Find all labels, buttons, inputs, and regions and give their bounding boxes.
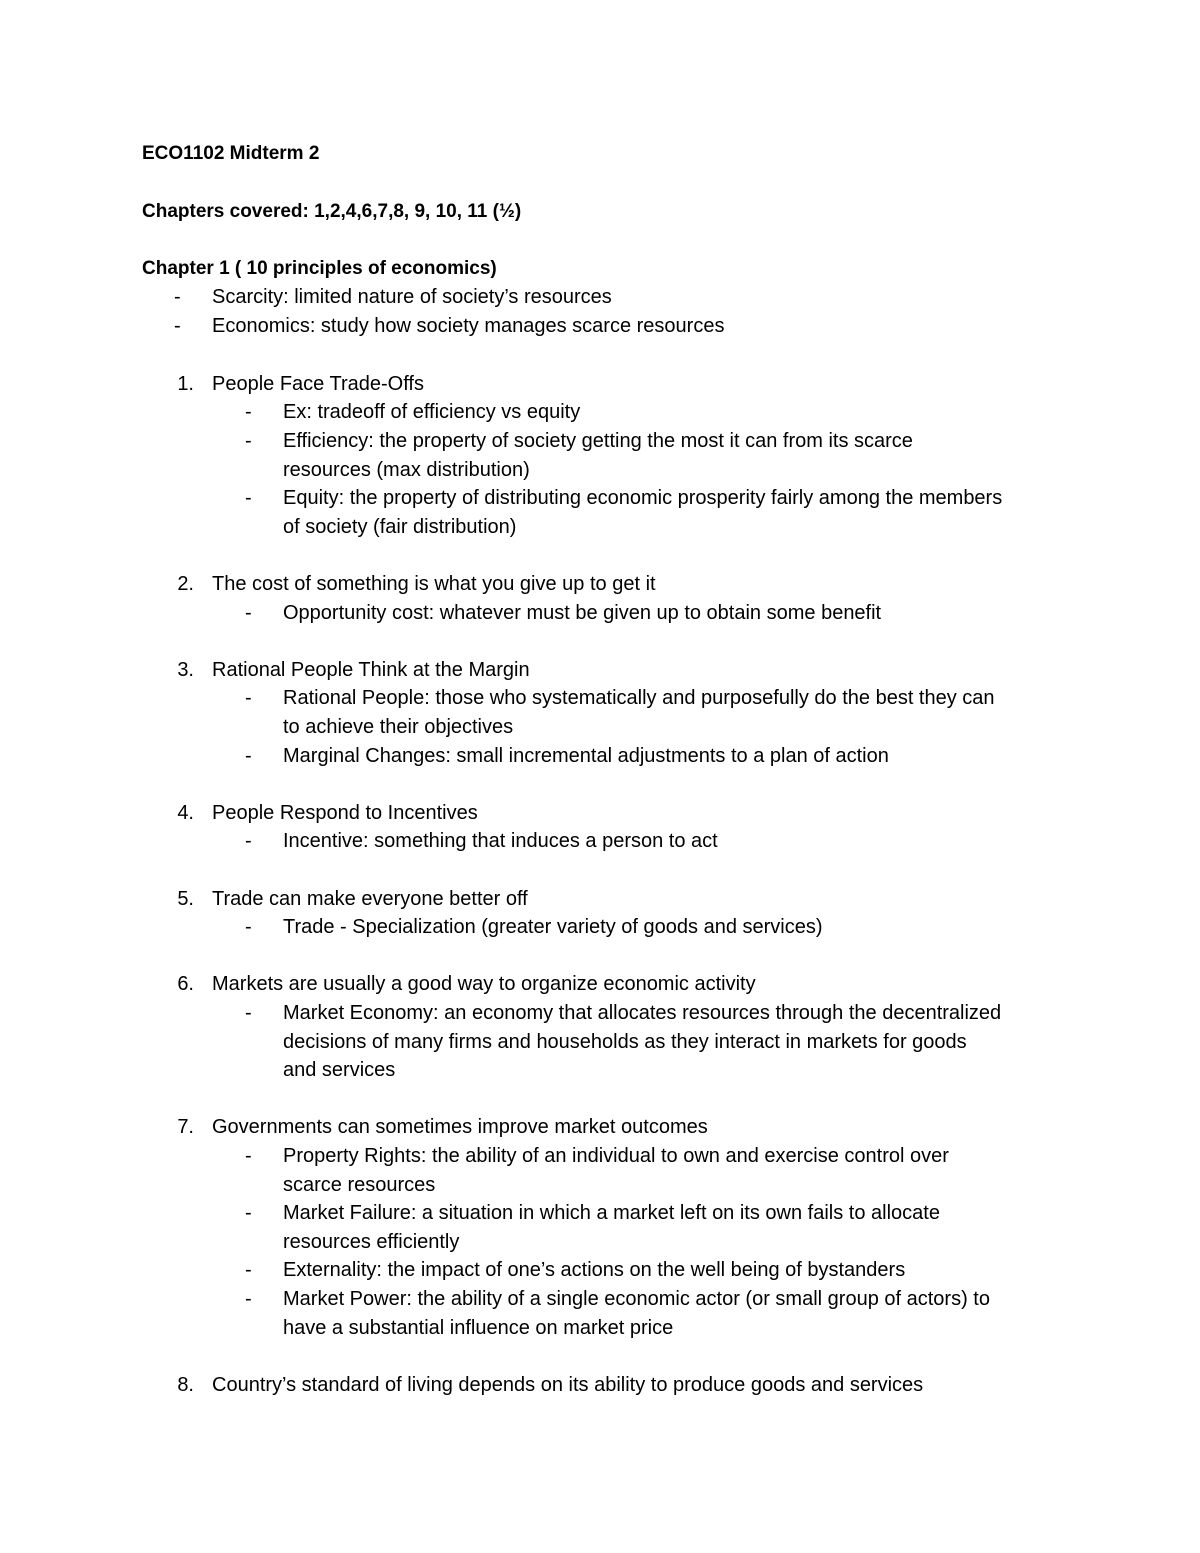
principle-bullet-line: and services xyxy=(283,1059,396,1082)
principle-bullet-line: Externality: the impact of one’s actions on the well being of bystanders xyxy=(283,1259,906,1282)
principle-title: People Face Trade-Offs xyxy=(212,372,424,395)
bullet-dash: - xyxy=(245,1202,252,1225)
bullet-dash: - xyxy=(245,430,252,452)
bullet-dash: - xyxy=(174,315,181,338)
principle-title: Country’s standard of living depends on its ability to produce goods and services xyxy=(212,1373,924,1396)
bullet-dash: - xyxy=(245,687,252,710)
bullet-dash: - xyxy=(245,1002,252,1024)
bullet-dash: - xyxy=(245,1259,252,1282)
bullet-dash: - xyxy=(245,916,252,939)
principle-bullet-line: Market Economy: an economy that allocates resources through the decentralized xyxy=(283,1002,1002,1024)
principle-title: Markets are usually a good way to organize economic activity xyxy=(212,973,756,996)
principle-bullet-line: Rational People: those who systematically and purposefully do the best they can xyxy=(283,687,995,710)
bullet-dash: - xyxy=(245,401,252,424)
principle-number: 7. xyxy=(177,1116,194,1139)
bullet-dash: - xyxy=(245,744,252,767)
principle-title: People Respond to Incentives xyxy=(212,801,478,824)
principle-bullet-line: to achieve their objectives xyxy=(283,716,514,738)
principle-bullet-line: of society (fair distribution) xyxy=(283,515,517,538)
principle-bullet-line: Efficiency: the property of society getting the most it can from its scarce xyxy=(283,430,913,452)
principle-title: Trade can make everyone better off xyxy=(212,887,528,910)
bullet-dash: - xyxy=(245,1145,252,1167)
bullet-dash: - xyxy=(174,286,181,308)
principle-bullet-line: Market Failure: a situation in which a market left on its own fails to allocate xyxy=(283,1202,940,1225)
principle-bullet-line: Trade - Specialization (greater variety of goods and services) xyxy=(283,916,823,939)
principle-bullet-line: Incentive: something that induces a person to act xyxy=(283,830,718,853)
bullet-dash: - xyxy=(245,830,252,853)
principle-bullet-line: have a substantial influence on market price xyxy=(283,1316,674,1339)
bullet-dash: - xyxy=(245,601,252,624)
intro-bullet: Scarcity: limited nature of society’s resources xyxy=(212,286,612,308)
intro-bullet: Economics: study how society manages scarce resources xyxy=(212,315,725,338)
principle-bullet-line: resources (max distribution) xyxy=(283,458,530,481)
principle-number: 1. xyxy=(177,372,194,395)
chapters-covered: Chapters covered: 1,2,4,6,7,8, 9, 10, 11 (½) xyxy=(142,201,522,222)
principle-bullet-line: scarce resources xyxy=(283,1173,436,1196)
principle-title: The cost of something is what you give up to get it xyxy=(212,573,656,595)
chapter-heading: Chapter 1 ( 10 principles of economics) xyxy=(142,258,497,279)
principle-number: 3. xyxy=(177,658,194,681)
principle-title: Rational People Think at the Margin xyxy=(212,658,530,681)
principle-bullet-line: Ex: tradeoff of efficiency vs equity xyxy=(283,401,581,424)
principle-bullet-line: Market Power: the ability of a single economic actor (or small group of actors) to xyxy=(283,1288,990,1310)
principle-title: Governments can sometimes improve market outcomes xyxy=(212,1116,708,1139)
principle-bullet-line: resources efficiently xyxy=(283,1230,460,1253)
principle-number: 6. xyxy=(177,973,194,996)
principle-number: 4. xyxy=(177,801,194,824)
bullet-dash: - xyxy=(245,487,252,510)
principle-number: 2. xyxy=(177,573,194,595)
principle-number: 8. xyxy=(177,1373,194,1396)
principle-bullet-line: Equity: the property of distributing economic prosperity fairly among the members xyxy=(283,487,1003,510)
principle-number: 5. xyxy=(177,887,194,910)
principle-bullet-line: Property Rights: the ability of an individual to own and exercise control over xyxy=(283,1145,949,1167)
principle-bullet-line: Opportunity cost: whatever must be given up to obtain some benefit xyxy=(283,601,882,624)
principle-bullet-line: decisions of many firms and households as they interact in markets for goods xyxy=(283,1030,967,1053)
document-title: ECO1102 Midterm 2 xyxy=(142,143,320,164)
principle-bullet-line: Marginal Changes: small incremental adjustments to a plan of action xyxy=(283,744,889,767)
bullet-dash: - xyxy=(245,1288,252,1310)
